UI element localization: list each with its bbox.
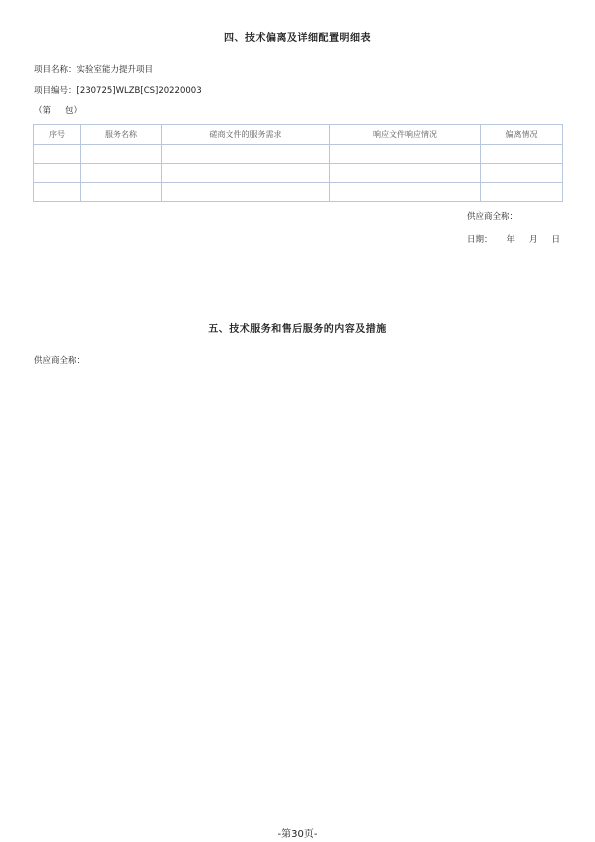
deviation-table — [33, 124, 563, 202]
package-open-label: （第 — [34, 106, 52, 116]
table-cell[interactable] — [330, 145, 481, 164]
table-cell[interactable] — [81, 145, 162, 164]
header-response: 响应文件响应情况 — [330, 125, 481, 145]
table-cell[interactable] — [81, 183, 162, 202]
table-cell[interactable] — [481, 183, 563, 202]
project-name: 项目名称：实验室能力提升项目 — [34, 65, 154, 75]
table-row — [34, 145, 563, 164]
project-code: 项目编号：[230725]WLZB[CS]20220003 — [34, 86, 202, 96]
package-close-label: 包） — [65, 106, 83, 116]
supplier-name-label: 供应商全称： — [467, 212, 519, 222]
table-cell[interactable] — [162, 183, 330, 202]
date-label: 日期： — [467, 235, 493, 245]
table-header-row — [34, 125, 563, 145]
table-row — [34, 164, 563, 183]
page-number: -第30页- — [277, 829, 318, 840]
table-cell[interactable] — [162, 145, 330, 164]
table-cell[interactable] — [481, 145, 563, 164]
table-cell[interactable] — [34, 145, 81, 164]
table-row — [34, 183, 563, 202]
table-cell[interactable] — [330, 183, 481, 202]
table-cell[interactable] — [481, 164, 563, 183]
section-title-technical-deviation: 四、技术偏离及详细配置明细表 — [224, 33, 371, 44]
date-year: 年 — [506, 235, 516, 245]
table-cell[interactable] — [162, 164, 330, 183]
supplier-name-label-section5: 供应商全称： — [34, 356, 86, 366]
header-requirement: 磋商文件的服务需求 — [162, 125, 330, 145]
header-deviation: 偏离情况 — [481, 125, 563, 145]
table-cell[interactable] — [81, 164, 162, 183]
table-cell[interactable] — [34, 183, 81, 202]
table-cell[interactable] — [330, 164, 481, 183]
package-number-line — [34, 104, 82, 116]
header-index: 序号 — [34, 125, 81, 145]
section-title-service-measures: 五、技术服务和售后服务的内容及措施 — [208, 324, 387, 335]
date-day: 日 — [551, 235, 561, 245]
table-cell[interactable] — [34, 164, 81, 183]
header-service-name: 服务名称 — [81, 125, 162, 145]
date-line — [467, 233, 560, 245]
date-month: 月 — [529, 235, 538, 245]
